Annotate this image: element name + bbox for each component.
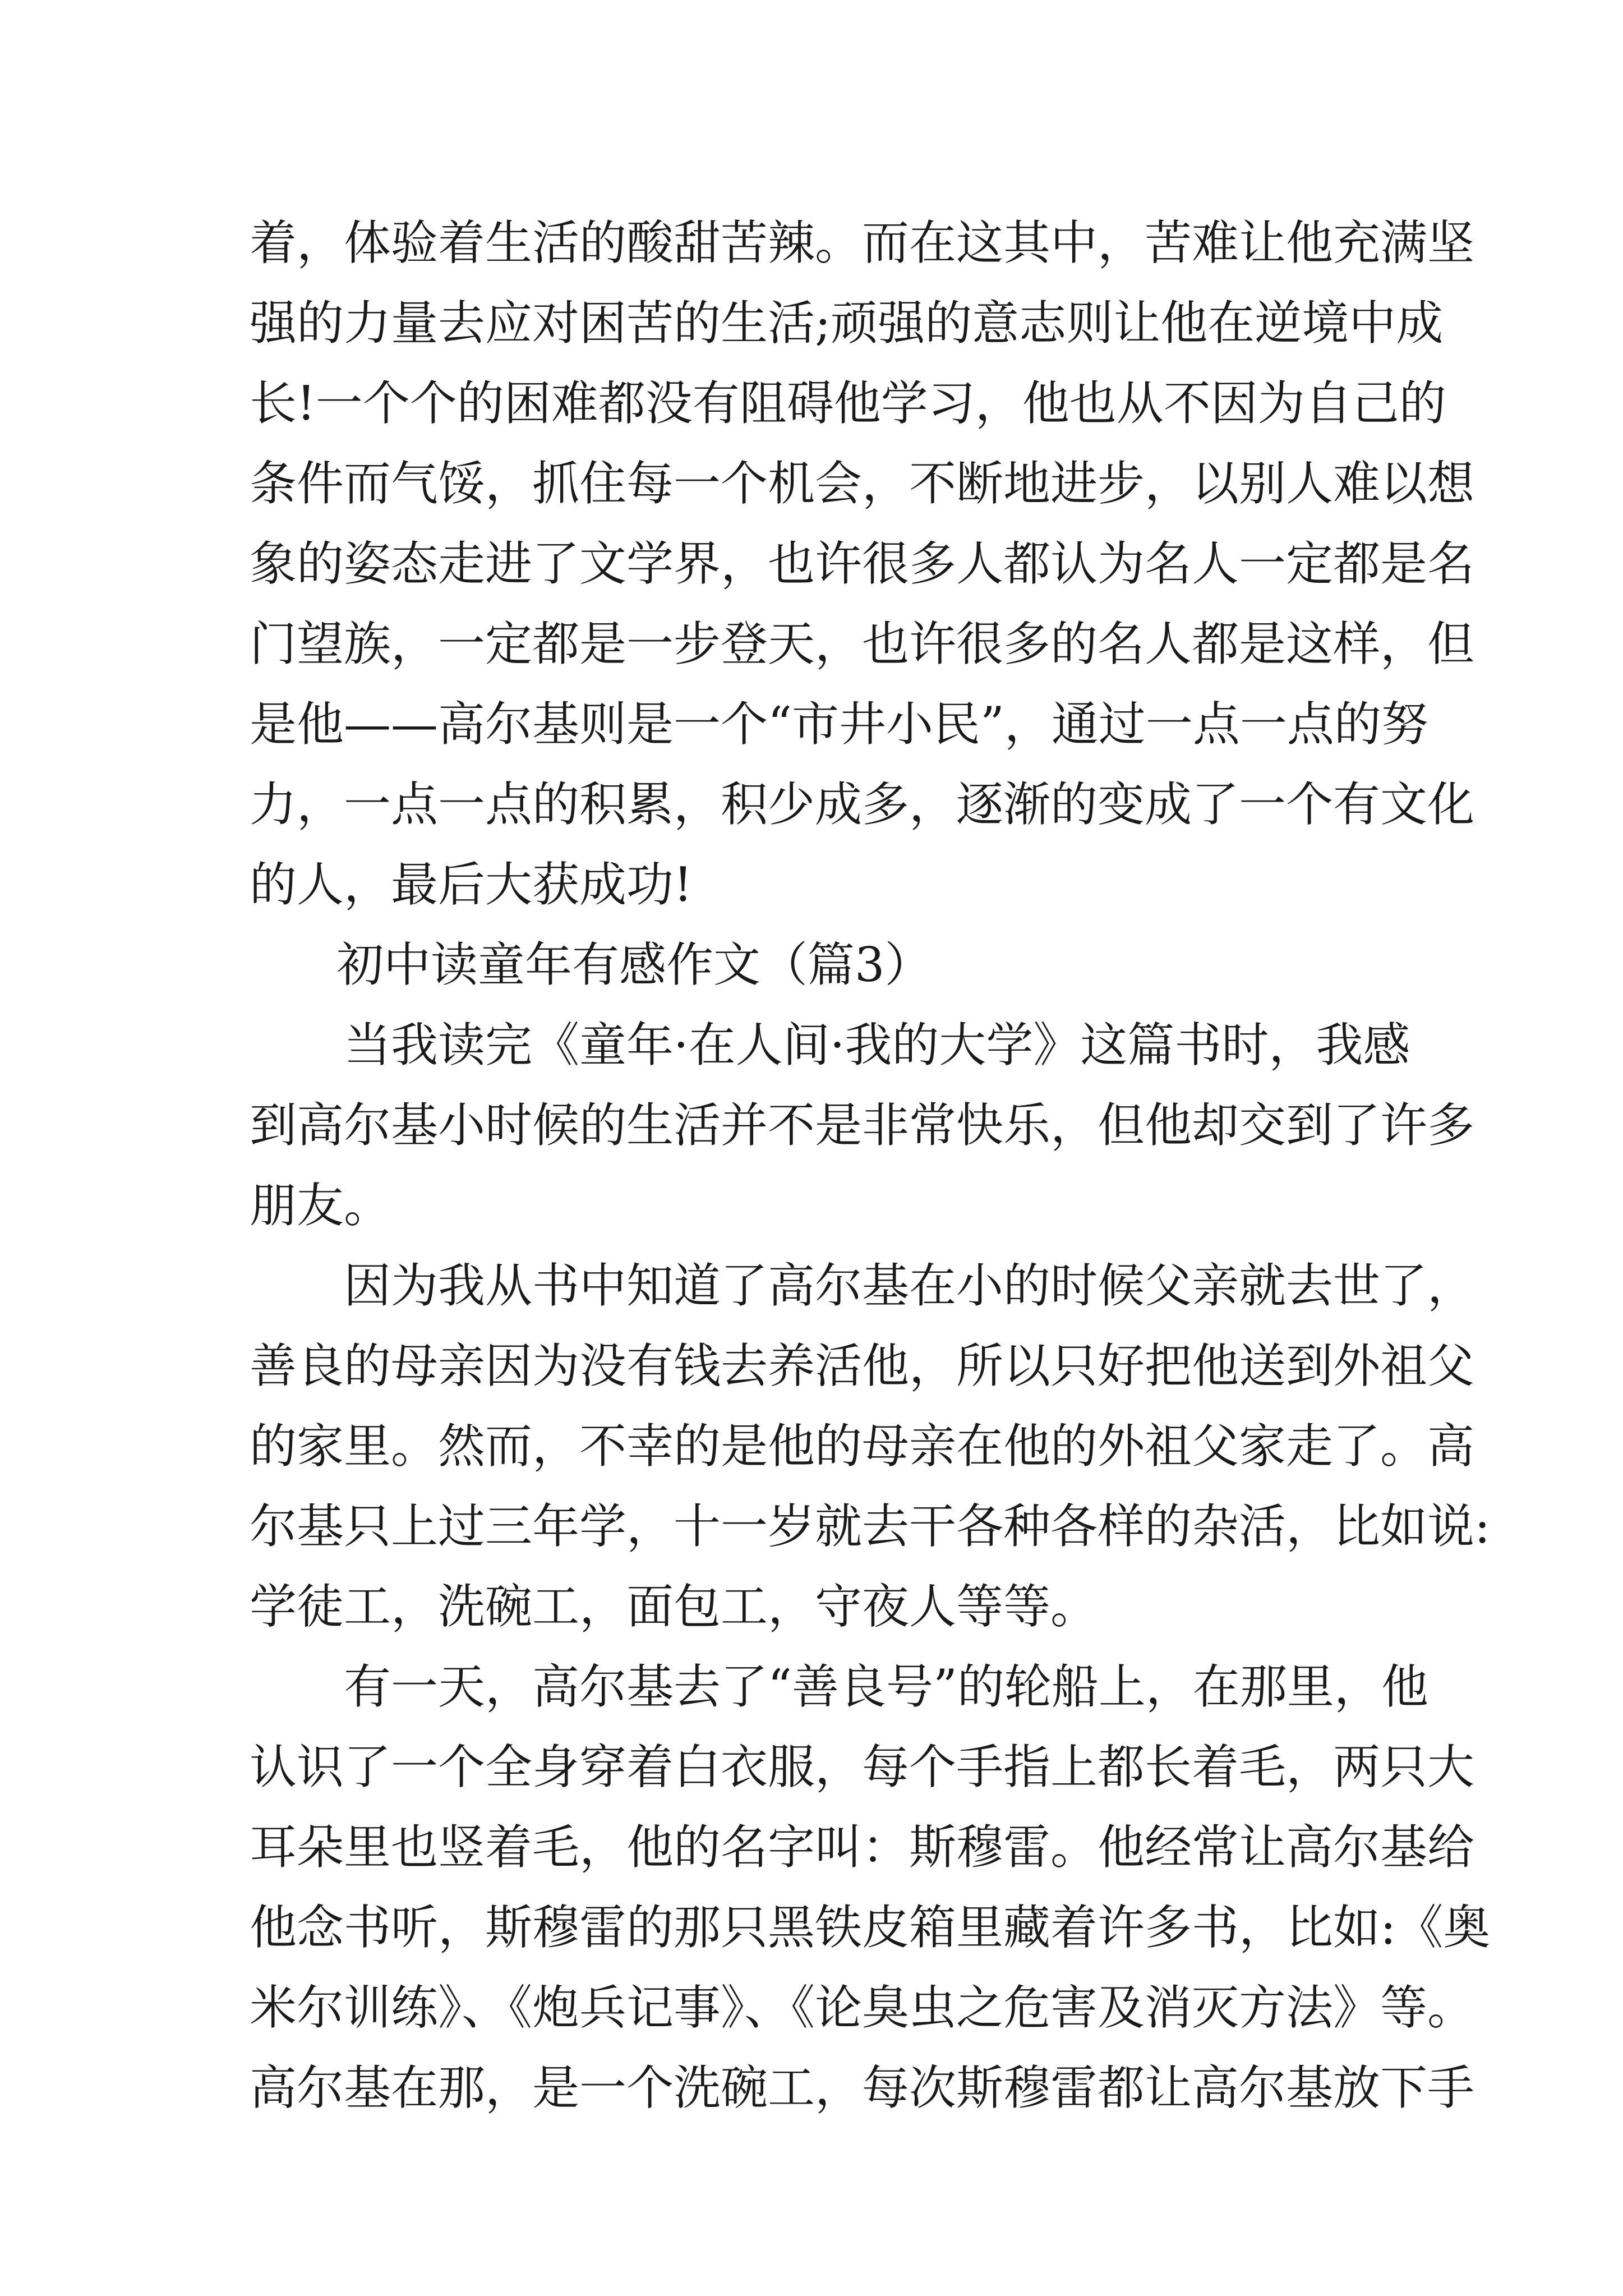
- paragraph-first-line: 当我读完《童年·在人间·我的大学》这篇书时，我感: [344, 1018, 1410, 1073]
- text-line: 力，一点一点的积累，积少成多，逐渐的变成了一个有文化: [250, 777, 1475, 832]
- text-line: 到高尔基小时候的生活并不是非常快乐，但他却交到了许多: [250, 1098, 1475, 1153]
- text-line: 米尔训练》、《炮兵记事》、《论臭虫之危害及消灭方法》等。: [250, 1980, 1475, 2035]
- paragraph-first-line: 有一天，高尔基去了“善良号”的轮船上，在那里，他: [344, 1659, 1428, 1714]
- text-line: 强的力量去应对困苦的生活;顽强的意志则让他在逆境中成: [250, 296, 1444, 351]
- text-line: 他念书听，斯穆雷的那只黑铁皮箱里藏着许多书，比如:《奥: [250, 1900, 1491, 1955]
- text-line: 尔基只上过三年学，十一岁就去干各种各样的杂活，比如说:: [250, 1499, 1491, 1554]
- paragraph-first-line: 因为我从书中知道了高尔基在小的时候父亲就去世了，: [344, 1258, 1475, 1313]
- section-heading: 初中读童年有感作文（篇3）: [336, 937, 932, 992]
- text-line: 高尔基在那，是一个洗碗工，每次斯穆雷都让高尔基放下手: [250, 2060, 1475, 2115]
- text-line: 条件而气馁，抓住每一个机会，不断地进步，以别人难以想: [250, 456, 1475, 511]
- text-line: 象的姿态走进了文学界，也许很多人都认为名人一定都是名: [250, 536, 1475, 591]
- text-line: 的家里。然而，不幸的是他的母亲在他的外祖父家走了。高: [250, 1419, 1475, 1474]
- text-line: 的人，最后大获成功!: [250, 857, 693, 912]
- text-line: 善良的母亲因为没有钱去养活他，所以只好把他送到外祖父: [250, 1338, 1475, 1393]
- text-line: 认识了一个全身穿着白衣服，每个手指上都长着毛，两只大: [250, 1740, 1475, 1795]
- text-line: 着，体验着生活的酸甜苦辣。而在这其中，苦难让他充满坚: [250, 215, 1475, 270]
- text-line: 门望族，一定都是一步登天，也许很多的名人都是这样，但: [250, 616, 1475, 671]
- text-line: 朋友。: [250, 1178, 391, 1233]
- text-line: 是他——高尔基则是一个“市井小民”，通过一点一点的努: [250, 697, 1428, 752]
- text-line: 长!一个个的困难都没有阻碍他学习，他也从不因为自己的: [250, 376, 1446, 431]
- text-line: 学徒工，洗碗工，面包工，守夜人等等。: [250, 1579, 1098, 1634]
- document-body: [250, 203, 1491, 2128]
- text-line: 耳朵里也竖着毛，他的名字叫：斯穆雷。他经常让高尔基给: [250, 1820, 1475, 1875]
